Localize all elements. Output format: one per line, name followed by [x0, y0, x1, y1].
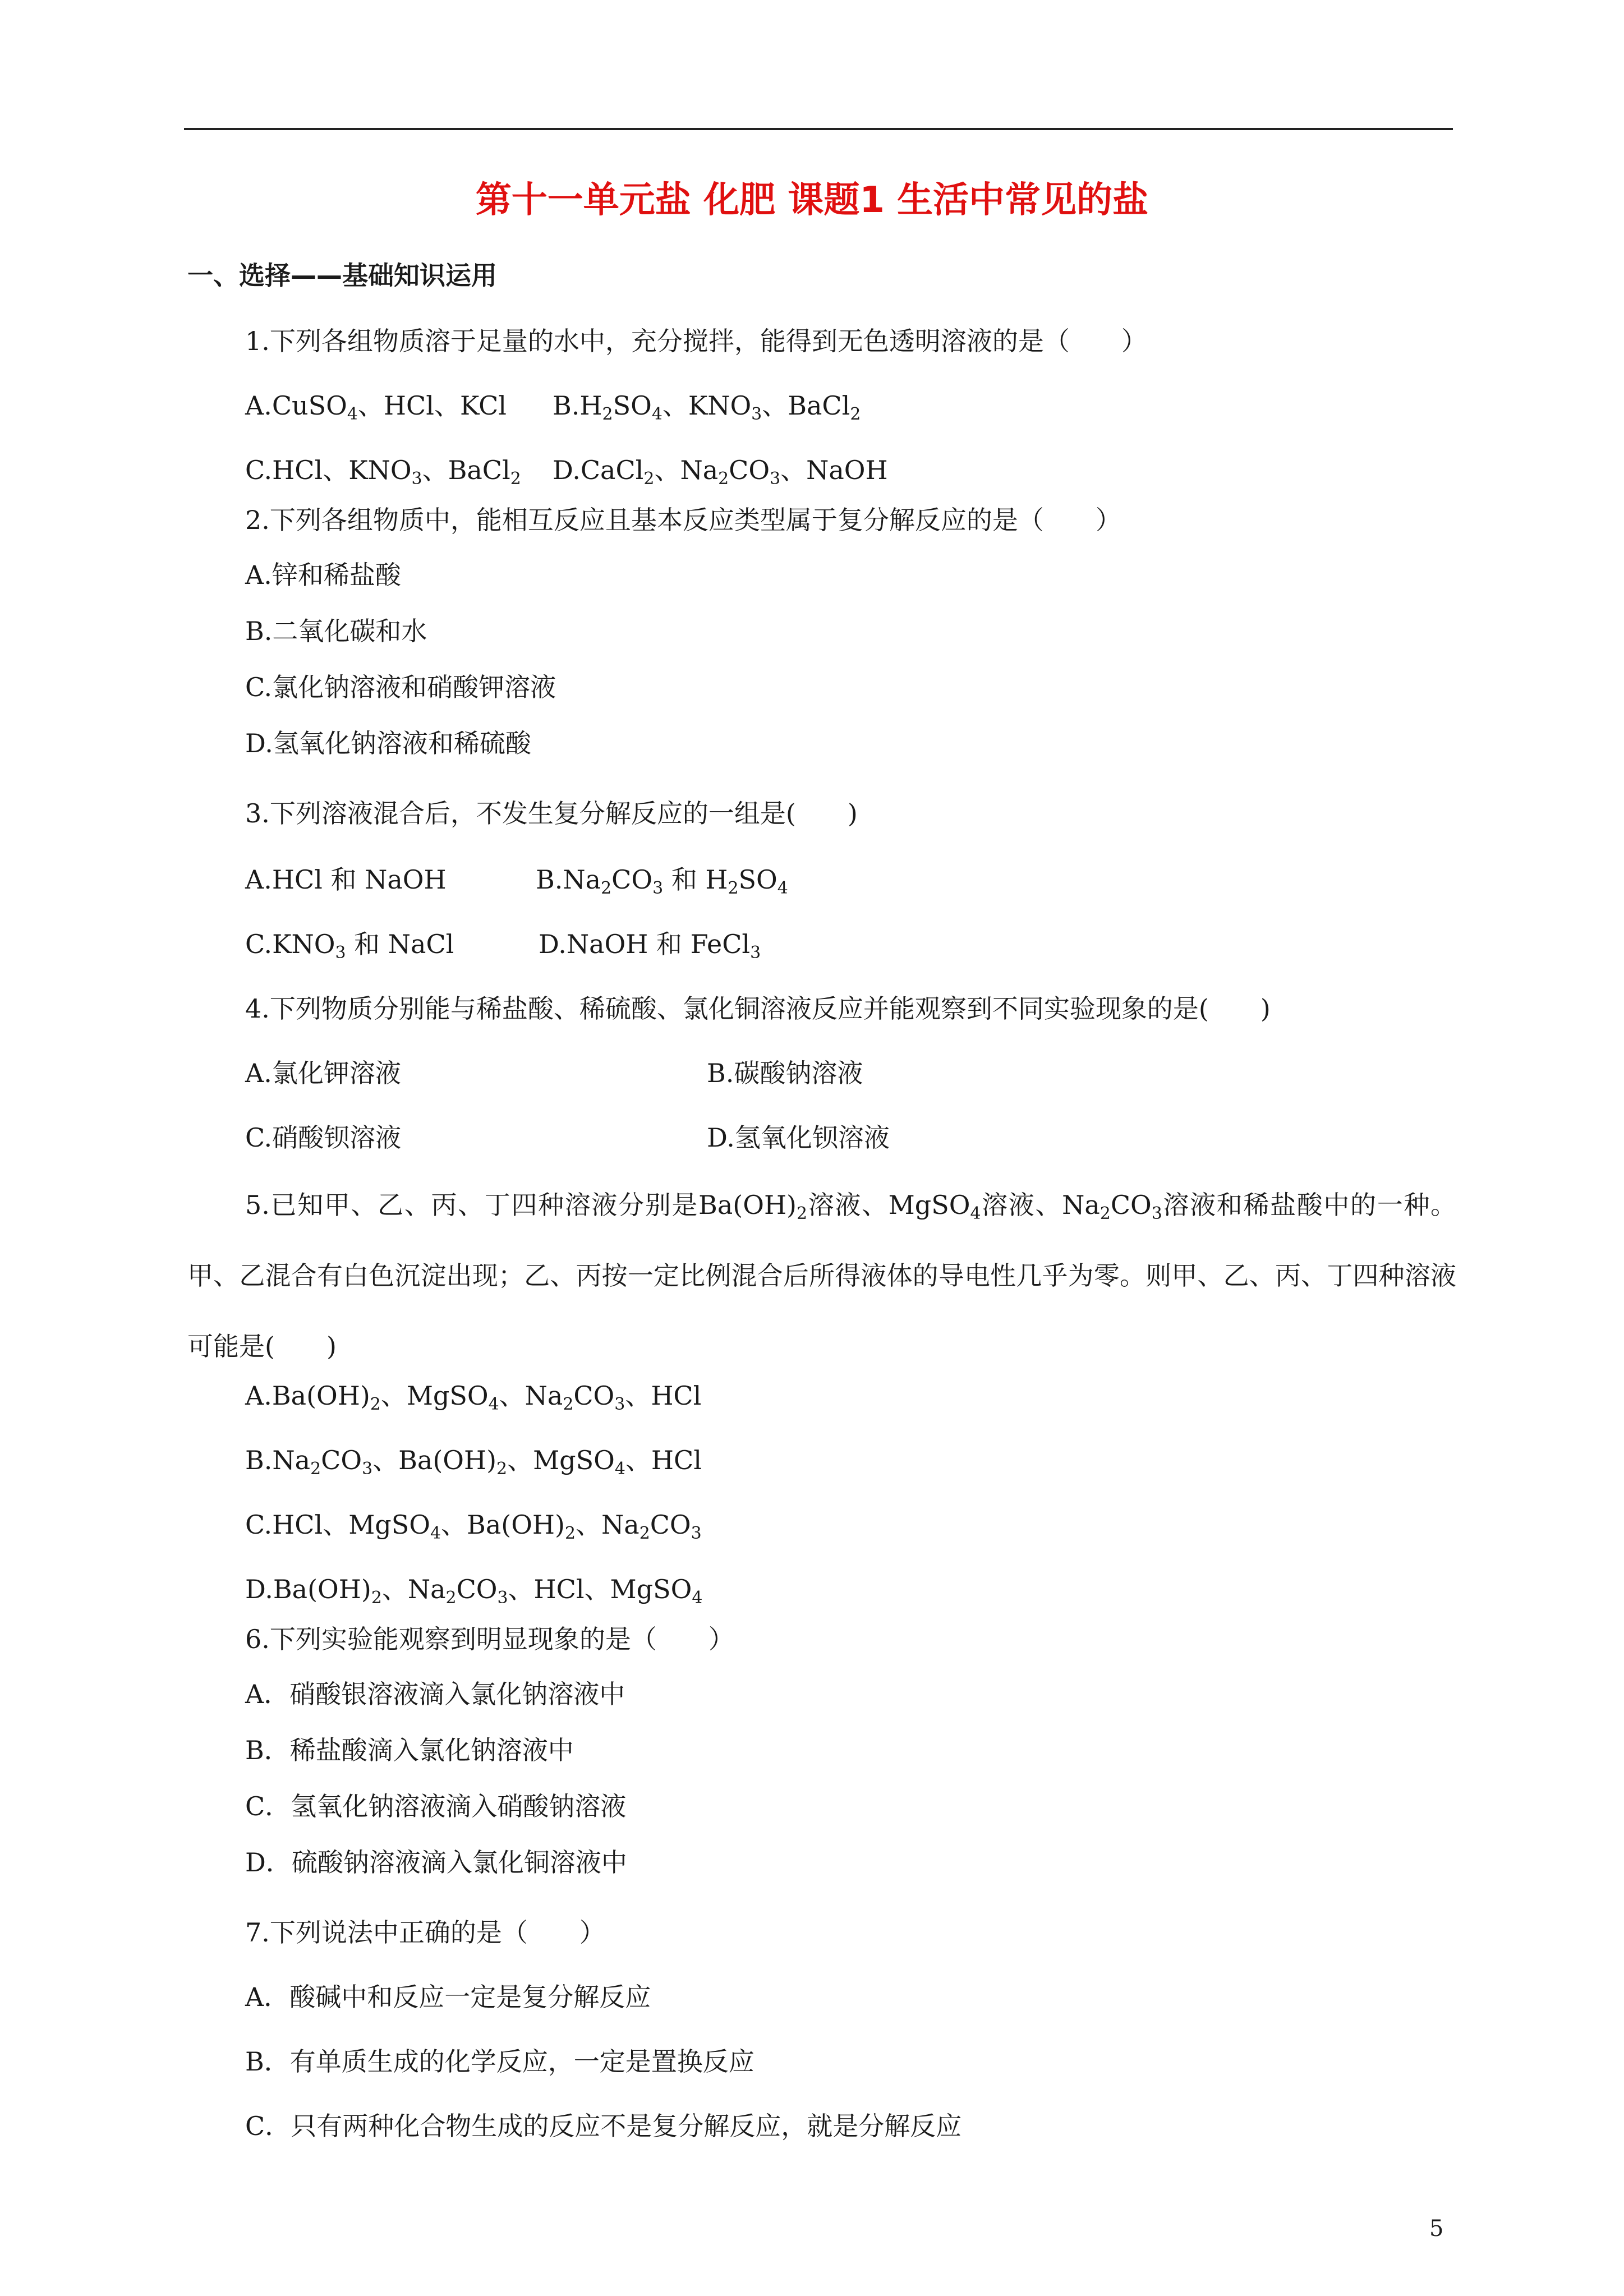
question-7-stem: 7.下列说法中正确的是（ ）: [245, 1917, 605, 1948]
q4-option-b: B.碳酸钠溶液: [707, 1058, 863, 1088]
q3-option-d: D.NaOH 和 FeCl$_3$: [539, 929, 761, 963]
q7-option-a: A．酸碱中和反应一定是复分解反应: [245, 1982, 651, 2012]
q3-option-a: A.HCl 和 NaOH: [245, 864, 447, 895]
question-1-stem: 1.下列各组物质溶于足量的水中，充分搅拌，能得到无色透明溶液的是（ ）: [245, 326, 1147, 356]
q4-option-d: D.氢氧化钡溶液: [707, 1122, 890, 1153]
q5-option-a: $A.Ba(OH)_2$、MgSO$_4$、$Na_2CO_3$、HCl: [245, 1381, 702, 1414]
q3-option-c: $C.KNO_3$ 和 NaCl: [245, 929, 454, 963]
q2-option-a: A.锌和稀盐酸: [245, 560, 401, 590]
q4-option-c: C.硝酸钡溶液: [245, 1122, 402, 1153]
question-5-stem: 5.已知甲、乙、丙、丁四种溶液分别是$Ba(OH)_2$溶液、MgSO$_4$溶液、$Na_2CO_3$溶液和稀盐酸中的一种。甲、乙混合有白色沉淀出现；乙、丙按一定比例混合后所得液体的导电性几乎为零。则甲、乙、丙、丁四种溶液可能是( ): [187, 1190, 1457, 1361]
q4-option-a: A.氯化钾溶液: [245, 1058, 401, 1088]
q5-option-c: C.HCl、MgSO$_4$、$Ba(OH)_2$、$Na_2CO_3$: [245, 1510, 702, 1543]
q1-option-c: C.HCl、$KNO_3$、BaCl$_2$: [245, 455, 521, 489]
page-number: 5: [1429, 2216, 1444, 2242]
header-rule: [184, 128, 1453, 130]
q6-option-a: A．硝酸银溶液滴入氯化钠溶液中: [245, 1679, 625, 1709]
q5-option-b: $B.Na_2CO_3$、$Ba(OH)_2$、MgSO$_4$、HCl: [245, 1445, 702, 1479]
section-heading: 一、选择——基础知识运用: [187, 260, 497, 291]
q1-option-d: D.CaCl$_2$、$Na_2CO_3$、NaOH: [553, 455, 888, 489]
q7-option-b: B．有单质生成的化学反应，一定是置换反应: [245, 2046, 755, 2077]
question-2-stem: 2.下列各组物质中，能相互反应且基本反应类型属于复分解反应的是（ ）: [245, 505, 1121, 535]
q2-option-b: B.二氧化碳和水: [245, 616, 427, 646]
question-6-stem: 6.下列实验能观察到明显现象的是（ ）: [245, 1624, 734, 1654]
q1-option-b: $B.H_2SO_4$、$KNO_3$、BaCl$_2$: [553, 390, 861, 424]
question-4-stem: 4.下列物质分别能与稀盐酸、稀硫酸、氯化铜溶液反应并能观察到不同实验现象的是( ): [245, 993, 1271, 1024]
q2-option-c: C.氯化钠溶液和硝酸钾溶液: [245, 672, 556, 702]
q6-option-b: B．稀盐酸滴入氯化钠溶液中: [245, 1735, 574, 1765]
question-3-stem: 3.下列溶液混合后，不发生复分解反应的一组是( ): [245, 798, 858, 829]
q6-option-d: D．硫酸钠溶液滴入氯化铜溶液中: [245, 1847, 627, 1878]
q5-option-d: $D.Ba(OH)_2$、$Na_2CO_3$、HCl、MgSO$_4$: [245, 1574, 703, 1608]
q7-option-c: C．只有两种化合物生成的反应不是复分解反应，就是分解反应: [245, 2111, 962, 2141]
q2-option-d: D.氢氧化钠溶液和稀硫酸: [245, 728, 531, 758]
q1-option-a: A.CuSO$_4$、HCl、KCl: [245, 390, 507, 424]
page-title: 第十一单元盐 化肥 课题1 生活中常见的盐: [475, 180, 1149, 221]
q3-option-b: $B.Na_2CO_3$ 和 $H_2SO_4$: [536, 864, 788, 898]
q6-option-c: C．氢氧化钠溶液滴入硝酸钠溶液: [245, 1791, 627, 1821]
